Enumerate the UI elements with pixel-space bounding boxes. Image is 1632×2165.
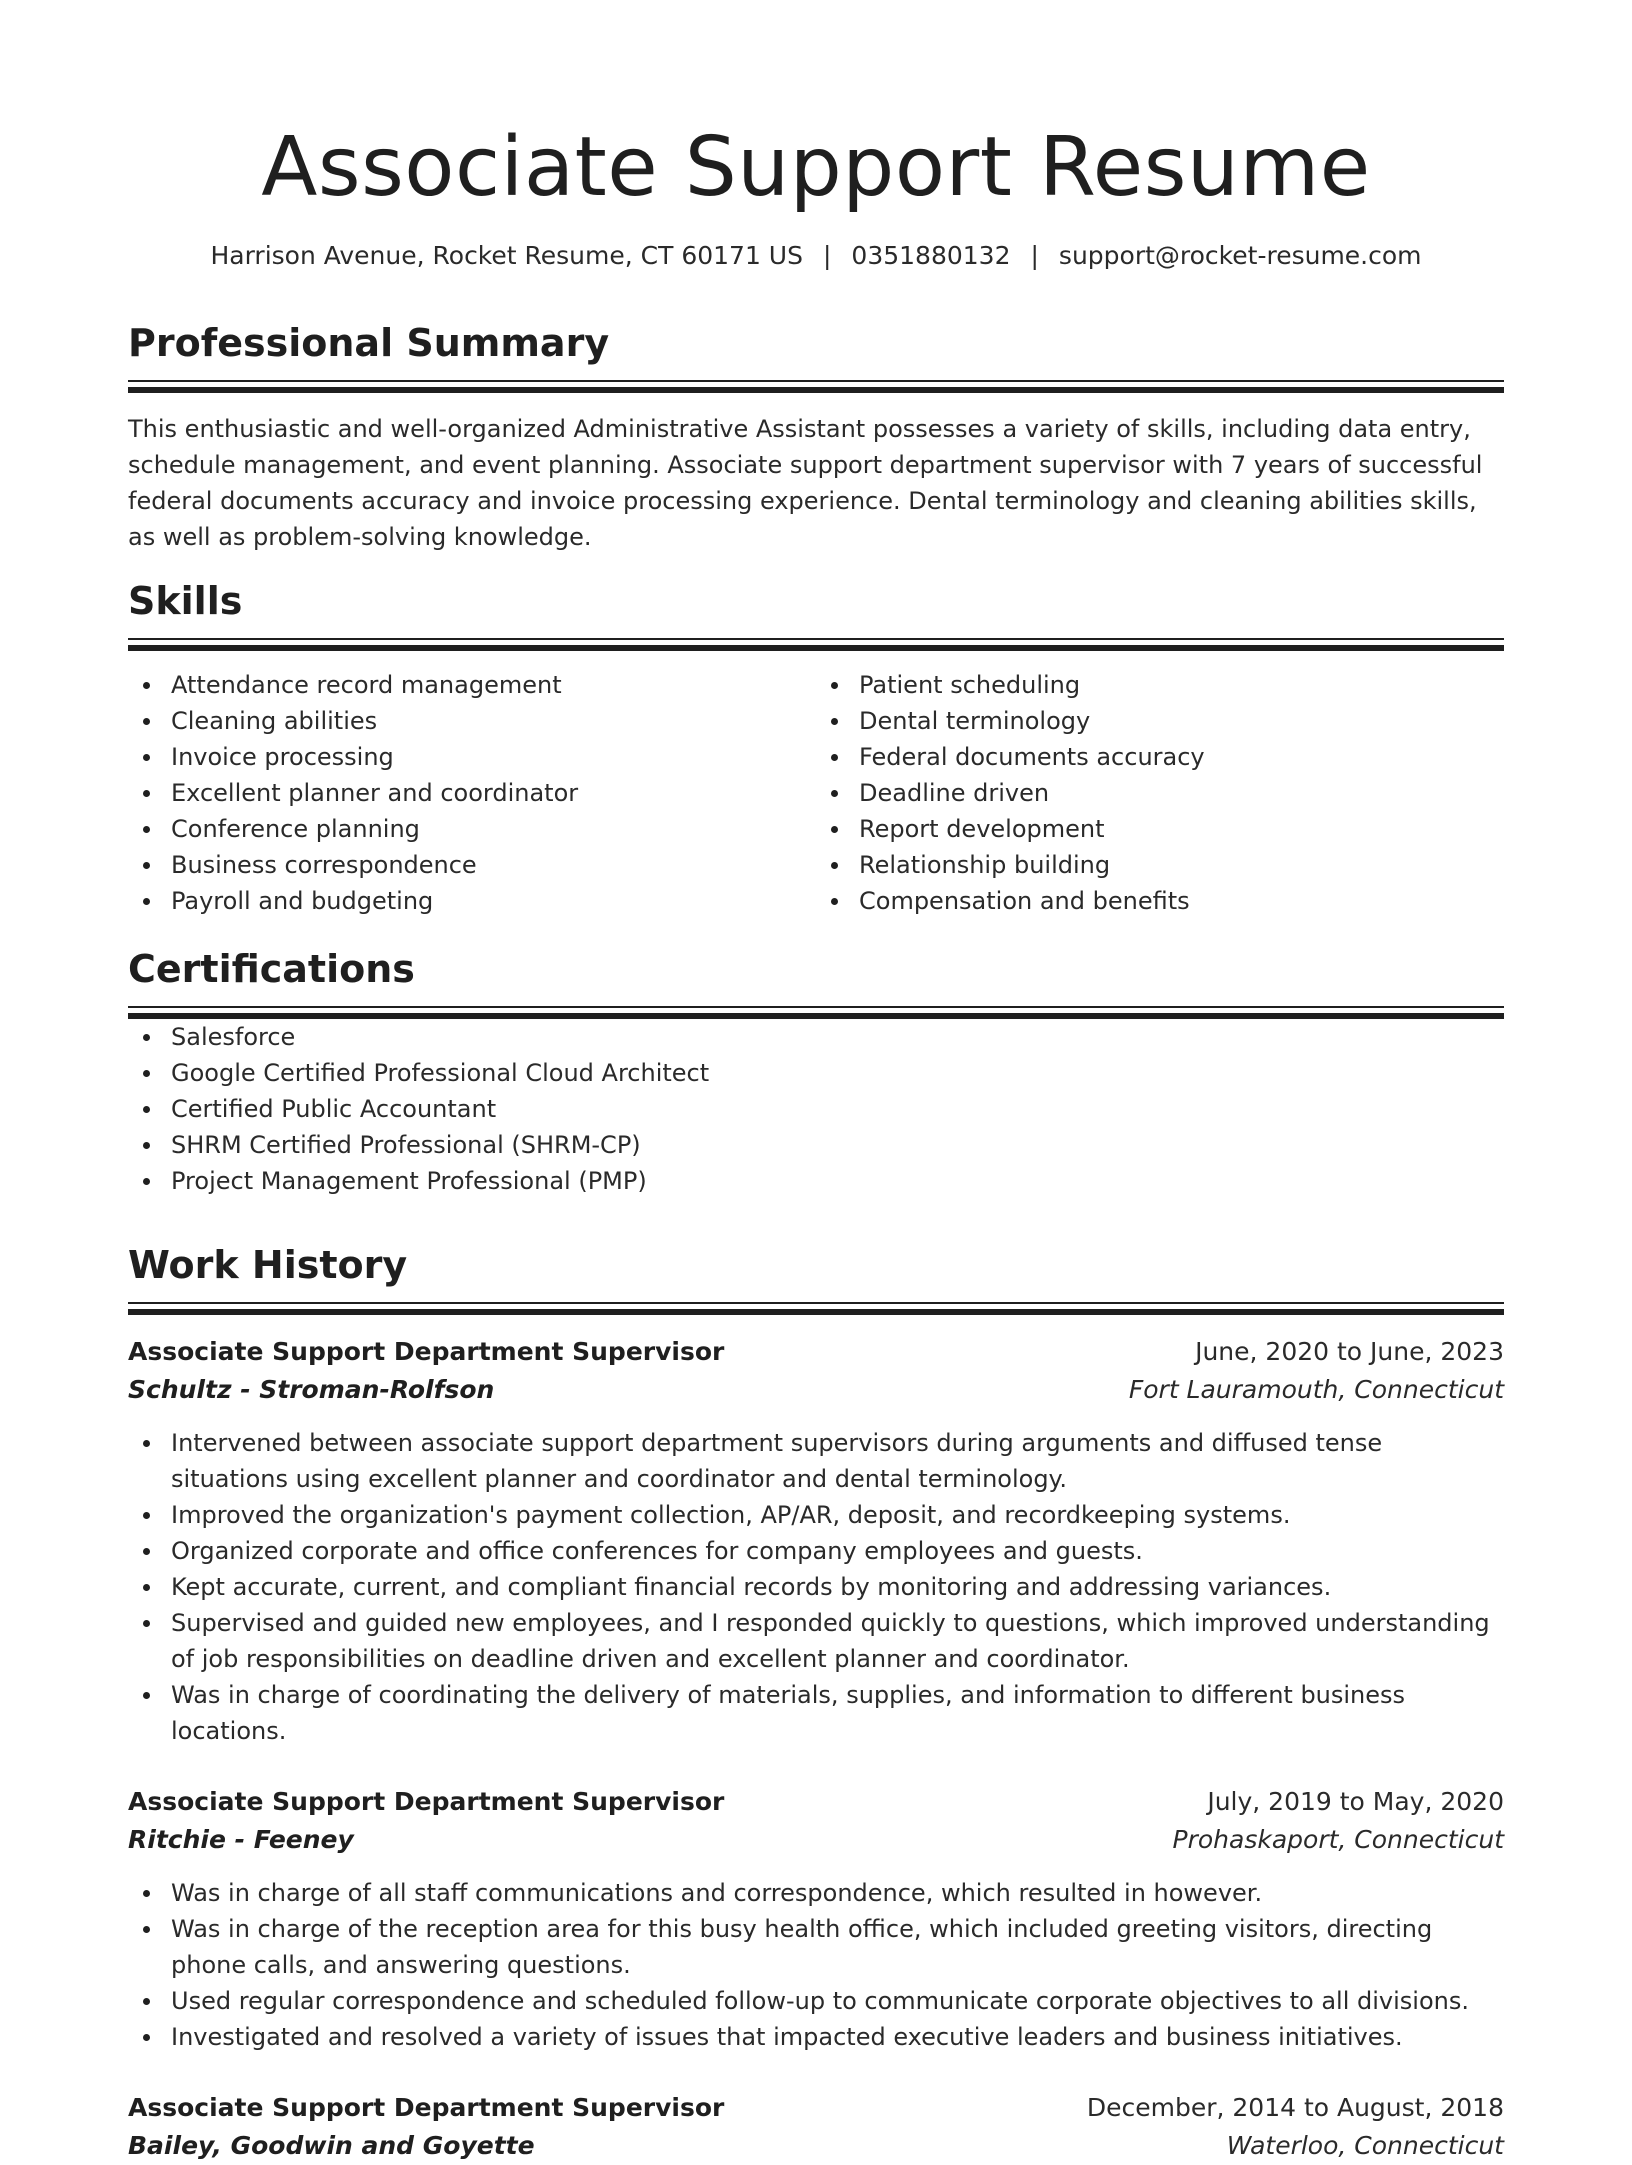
certification-item: Salesforce [171, 1019, 1504, 1055]
contact-separator: | [822, 241, 832, 270]
job-employer-row [128, 2127, 1504, 2165]
job-duty-item: Investigated and resolved a variety of issues that impacted executive leaders and business initiatives. [171, 2019, 1504, 2055]
skill-item: Invoice processing [171, 739, 816, 775]
skills-columns [128, 667, 1504, 919]
job-dates: June, 2020 to June, 2023 [1195, 1337, 1504, 1366]
job-title: Associate Support Department Supervisor [128, 1787, 725, 1816]
job-title: Associate Support Department Supervisor [128, 1337, 725, 1366]
job-location: Waterloo, Connecticut [1226, 2131, 1504, 2160]
work-history-section [128, 1240, 1504, 2165]
skill-item: Federal documents accuracy [859, 739, 1504, 775]
section-divider [128, 1006, 1504, 1019]
skill-item: Conference planning [171, 811, 816, 847]
contact-line [128, 238, 1504, 274]
job-duty-item: Intervened between associate support department supervisors during arguments and diffused tense situations using excellent planner and coordinator and dental terminology. [171, 1425, 1504, 1497]
job-header-row [128, 1333, 1504, 1371]
job-dates: July, 2019 to May, 2020 [1207, 1787, 1504, 1816]
certifications-list [128, 1019, 1504, 1199]
job-employer-row [128, 1371, 1504, 1409]
summary-heading: Professional Summary [128, 321, 610, 365]
skill-item: Relationship building [859, 847, 1504, 883]
job-duty-item: Was in charge of the reception area for this busy health office, which included greeting visitors, directing phone calls, and answering questions. [171, 1911, 1504, 1983]
job-entry [128, 1783, 1504, 2055]
skills-list-left [128, 667, 816, 919]
skill-item: Excellent planner and coordinator [171, 775, 816, 811]
skill-item: Attendance record management [171, 667, 816, 703]
skills-section [128, 576, 1504, 919]
job-entry [128, 1333, 1504, 1749]
certification-item: SHRM Certified Professional (SHRM-CP) [171, 1127, 1504, 1163]
job-location: Fort Lauramouth, Connecticut [1128, 1375, 1504, 1404]
contact-address: Harrison Avenue, Rocket Resume, CT 60171 US [210, 241, 803, 270]
job-employer-row [128, 1821, 1504, 1859]
skill-item: Compensation and benefits [859, 883, 1504, 919]
skill-item: Deadline driven [859, 775, 1504, 811]
job-company: Ritchie - Feeney [128, 1825, 354, 1854]
skills-heading: Skills [128, 579, 243, 623]
certifications-heading: Certifications [128, 947, 415, 991]
certifications-section [128, 944, 1504, 1199]
job-duty-item: Was in charge of all staff communications and correspondence, which resulted in however. [171, 1875, 1504, 1911]
job-title: Associate Support Department Supervisor [128, 2093, 725, 2122]
skill-item: Report development [859, 811, 1504, 847]
job-company: Bailey, Goodwin and Goyette [128, 2131, 535, 2160]
certification-item: Certified Public Accountant [171, 1091, 1504, 1127]
contact-separator: | [1030, 241, 1039, 270]
skill-item: Dental terminology [859, 703, 1504, 739]
job-dates: December, 2014 to August, 2018 [1086, 2093, 1504, 2122]
job-duty-item: Supervised and guided new employees, and I responded quickly to questions, which improved understanding of job responsibilities on deadline driven and excellent planner and coordinator. [171, 1605, 1504, 1677]
job-duty-item: Kept accurate, current, and compliant financial records by monitoring and addressing variances. [171, 1569, 1504, 1605]
summary-text: This enthusiastic and well-organized Administrative Assistant possesses a variety of skills, including data entry, schedule management, and event planning. Associate support department supervisor with 7 years of successful federal documents accuracy and invoice processing experience. Dental terminology and cleaning abilities skills, as well as problem-solving knowledge. [128, 415, 1483, 551]
summary-section [128, 318, 1504, 555]
job-company: Schultz - Stroman-Rolfson [128, 1375, 495, 1404]
job-duties-list [128, 1875, 1504, 2055]
skill-item: Business correspondence [171, 847, 816, 883]
certification-item: Google Certified Professional Cloud Architect [171, 1055, 1504, 1091]
job-duties-list [128, 1425, 1504, 1749]
work-history-heading: Work History [128, 1243, 408, 1287]
resume-title: Associate Support Resume [261, 120, 1371, 215]
certification-item: Project Management Professional (PMP) [171, 1163, 1504, 1199]
job-entry [128, 2089, 1504, 2165]
skill-item: Cleaning abilities [171, 703, 816, 739]
job-duty-item: Improved the organization's payment collection, AP/AR, deposit, and recordkeeping systems. [171, 1497, 1504, 1533]
skill-item: Payroll and budgeting [171, 883, 816, 919]
skills-list-right [816, 667, 1504, 919]
skill-item: Patient scheduling [859, 667, 1504, 703]
job-duty-item: Was in charge of coordinating the delivery of materials, supplies, and information to different business locations. [171, 1677, 1504, 1749]
job-duty-item: Organized corporate and office conferences for company employees and guests. [171, 1533, 1504, 1569]
job-duty-item: Used regular correspondence and scheduled follow-up to communicate corporate objectives to all divisions. [171, 1983, 1504, 2019]
contact-email[interactable]: support@rocket-resume.com [1058, 241, 1422, 270]
job-location: Prohaskaport, Connecticut [1172, 1825, 1504, 1854]
section-divider [128, 380, 1504, 393]
contact-phone: 0351880132 [851, 241, 1011, 270]
job-header-row [128, 1783, 1504, 1821]
section-divider [128, 1302, 1504, 1315]
section-divider [128, 638, 1504, 651]
job-header-row [128, 2089, 1504, 2127]
